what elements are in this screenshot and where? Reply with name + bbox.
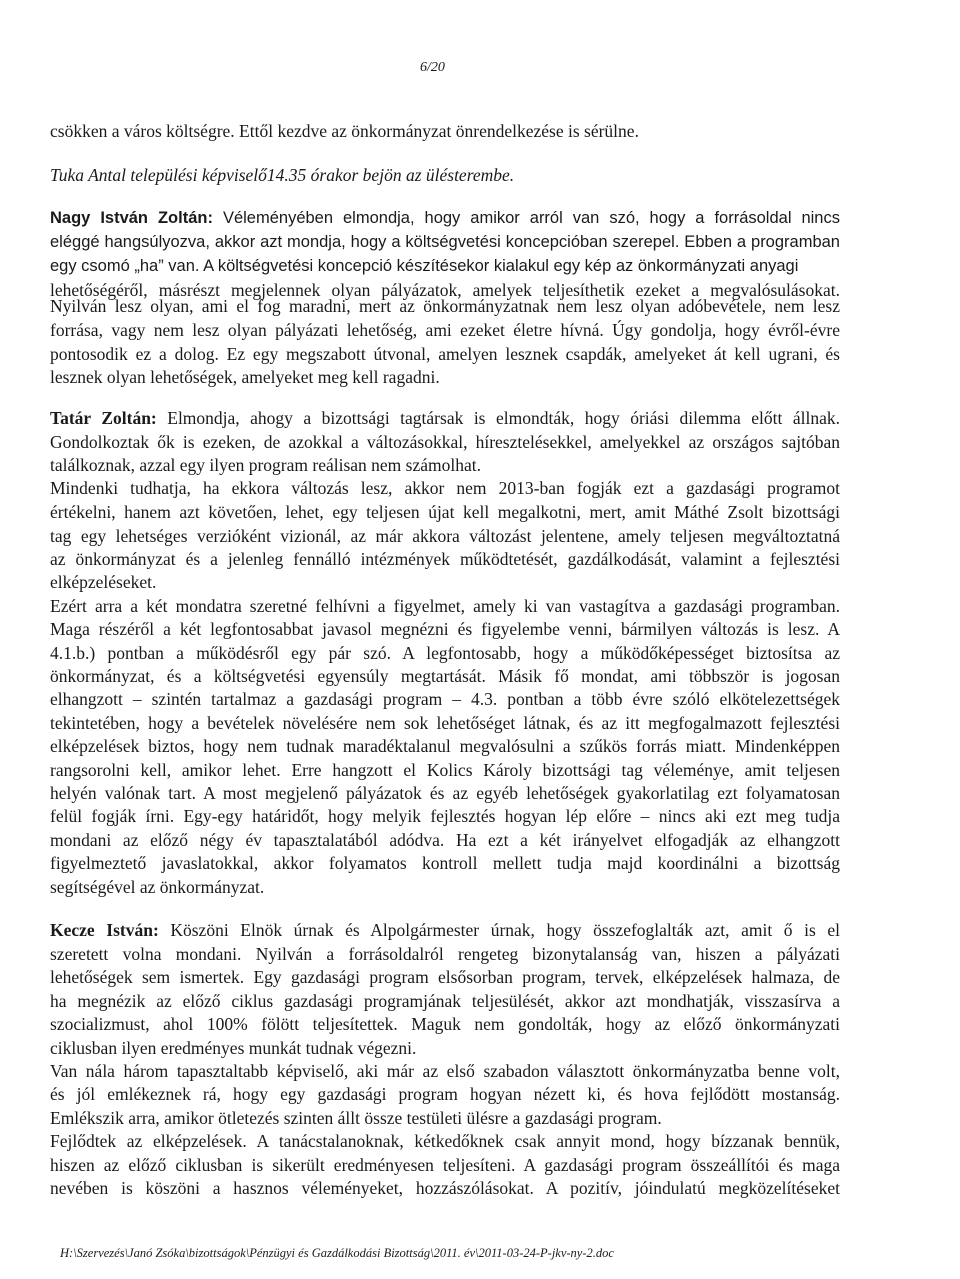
text-line: hiszen az előző ciklusban is sikerült eredményesen teljesíteni. A gazdasági program összeállítói és maga: [50, 1155, 840, 1175]
text-line: tag egy lehetséges verzióként vizionál, az már akkora változást jelentene, amely teljesen megváltoztatná: [50, 526, 840, 546]
text-line: eléggé hangsúlyozva, akkor azt mondja, hogy a költségvetési koncepcióban szerepel. Ebben a programban: [50, 233, 840, 251]
text-line: találkoznak, azzal egy ilyen program reálisan nem számolhat.: [50, 455, 481, 475]
speaker-name: Nagy István Zoltán:: [50, 209, 213, 227]
speaker-name: Kecze István:: [50, 920, 159, 940]
speaker-name: Tatár Zoltán:: [50, 408, 157, 428]
text-line: Mindenki tudhatja, ha ekkora változás lesz, akkor nem 2013-ban fogják ezt a gazdasági programot: [50, 478, 840, 498]
text-line: Ezért arra a két mondatra szeretné felhívni a figyelmet, amely ki van vastagítva a gazdasági programban.: [50, 596, 840, 616]
text-line: Emlékszik arra, amikor ötletezés szinten állt össze testületi ülésre a gazdasági program.: [50, 1108, 662, 1128]
text-line: Nagy István Zoltán: Véleményében elmondja, hogy amikor arról van szó, hogy a forrásoldal nincs: [50, 209, 840, 227]
text-line: és jól emlékeznek rá, hogy egy gazdasági program hogyan nézett ki, és hova fejlődött mostanság.: [50, 1084, 840, 1104]
text-line: elképzeléseket.: [50, 572, 157, 592]
text-line: elhangzott – szintén tartalmaz a gazdasági program – 4.3. pontban a több évre szóló elkötelezettségek: [50, 689, 840, 709]
text-line: Tuka Antal települési képviselő14.35 órakor bejön az ülésterembe.: [50, 165, 515, 185]
text-line: rangsorolni kell, amikor lehet. Erre hangzott el Kolics Károly bizottsági tag véleménye, amit teljesen: [50, 760, 840, 780]
text-line: Fejlődtek az elképzelések. A tanácstalanoknak, kétkedőknek csak annyit mond, hogy bízzanak bennük,: [50, 1131, 840, 1151]
text-line: ha megnézik az előző ciklus gazdasági programjának teljesülését, akkor azt mondhatják, visszasírva a: [50, 991, 840, 1011]
text-line: Tatár Zoltán: Elmondja, ahogy a bizottsági tagtársak is elmondták, hogy óriási dilemma előtt állnak.: [50, 408, 840, 428]
text-line: figyelmeztető javaslatokkal, akkor folyamatos kontroll mellett tudja majd koordinálni a bizottság: [50, 853, 840, 873]
text-line: önkormányzat, és a költségvetési egyensúly megtartását. Másik fő mondat, ami többször is jogosan: [50, 666, 840, 686]
text-line: lesznek olyan lehetőségek, amelyeket meg kell ragadni.: [50, 367, 440, 387]
text-line: Nyilván lesz olyan, ami el fog maradni, mert az önkormányzatnak nem lesz olyan adóbevétele, nem lesz: [50, 296, 840, 316]
text-line: pontosodik ez a dolog. Ez egy megszabott útvonal, amelyen lesznek csapdák, amelyeket át kell ugrani, és: [50, 344, 840, 364]
text-line: Kecze István: Köszöni Elnök úrnak és Alpolgármester úrnak, hogy összefoglalták azt, amit ő is el: [50, 920, 840, 940]
text-line: ciklusban ilyen eredményes munkát tudnak végezni.: [50, 1038, 417, 1058]
text-line: segítségével az önkormányzat.: [50, 877, 265, 897]
page-number: 6/20: [420, 60, 445, 75]
text-line: egy csomó „ha” van. A költségvetési koncepció készítésekor kialakul egy kép az önkormányzati anyagi: [50, 257, 799, 275]
text-line: Van nála három tapasztaltabb képviselő, aki már az első szabadon választott önkormányzatba benne volt,: [50, 1061, 840, 1081]
text-line: Maga részéről a két legfontosabbat javasol megnézni és figyelembe venni, bármilyen változás is lesz. A: [50, 619, 840, 639]
text-line: 4.1.b.) pontban a működésről egy pár szó. A legfontosabb, hogy a működőképességet biztosítsa az: [50, 643, 840, 663]
text-line: mondani az előző négy év tapasztalatából adódva. Ha ezt a két irányelvet elfogadják az elhangzott: [50, 830, 840, 850]
text-line: értékelni, hanem azt követően, lehet, egy teljesen újat kell megalkotni, mert, amit Máthé Zsolt bizottsági: [50, 502, 840, 522]
text-line: felül fogják írni. Egy-egy határidőt, hogy melyik fejlesztés hogyan lép előre – nincs aki ezt meg tudja: [50, 806, 840, 826]
text-line: az önkormányzat és a jelenleg fennálló intézmények működtetését, gazdálkodását, valamint a fejlesztési: [50, 549, 840, 569]
text-line: nevében is köszöni a hasznos véleményeket, hozzászólásokat. A pozitív, jóindulatú megközelítéseket: [50, 1178, 840, 1198]
footer-path: H:\Szervezés\Janó Zsóka\bizottságok\Pénzügyi és Gazdálkodási Bizottság\2011. év\2011-03-24-P-jkv-ny-2.doc: [60, 1246, 614, 1260]
text-line: csökken a város költségre. Ettől kezdve az önkormányzat önrendelkezése is sérülne.: [50, 121, 639, 141]
text-line: forrása, vagy nem lesz olyan pályázati lehetőség, ami ezeket életre hívná. Úgy gondolja, hogy évről-évre: [50, 320, 840, 340]
text-line: lehetőségek sem ismertek. Egy gazdasági program elsősorban program, tervek, elképzelések halmaza, de: [50, 967, 840, 987]
text-line: lehetőségéről, másrészt megjelennek olyan pályázatok, amelyek teljesíthetik ezeket a megvalósulásokat.: [50, 280, 840, 300]
text-line: elképzelések biztos, hogy nem tudnak maradéktalanul megvalósulni a szűkös forrás miatt. Mindenképpen: [50, 736, 840, 756]
text-line: szocializmust, ahol 100% fölött teljesítettek. Maguk nem gondolták, hogy az előző önkormányzati: [50, 1014, 840, 1034]
text-line: szeretett volna mondani. Nyilván a forrásoldalról rengeteg bizonytalanság van, hiszen a pályázati: [50, 944, 840, 964]
text-line: helyén valónak tart. A most megjelenő pályázatok és az egyéb lehetőségek gyakorlatilag ezt folyamatosan: [50, 783, 840, 803]
text-line: Gondolkoztak ők is ezeken, de azokkal a változásokkal, híresztelésekkel, amelyekkel az országos sajtóban: [50, 432, 840, 452]
text-line: tekintetében, hogy a bevételek növelésére nem sok lehetőséget látnak, és az itt megfogalmazott fejlesztési: [50, 713, 840, 733]
